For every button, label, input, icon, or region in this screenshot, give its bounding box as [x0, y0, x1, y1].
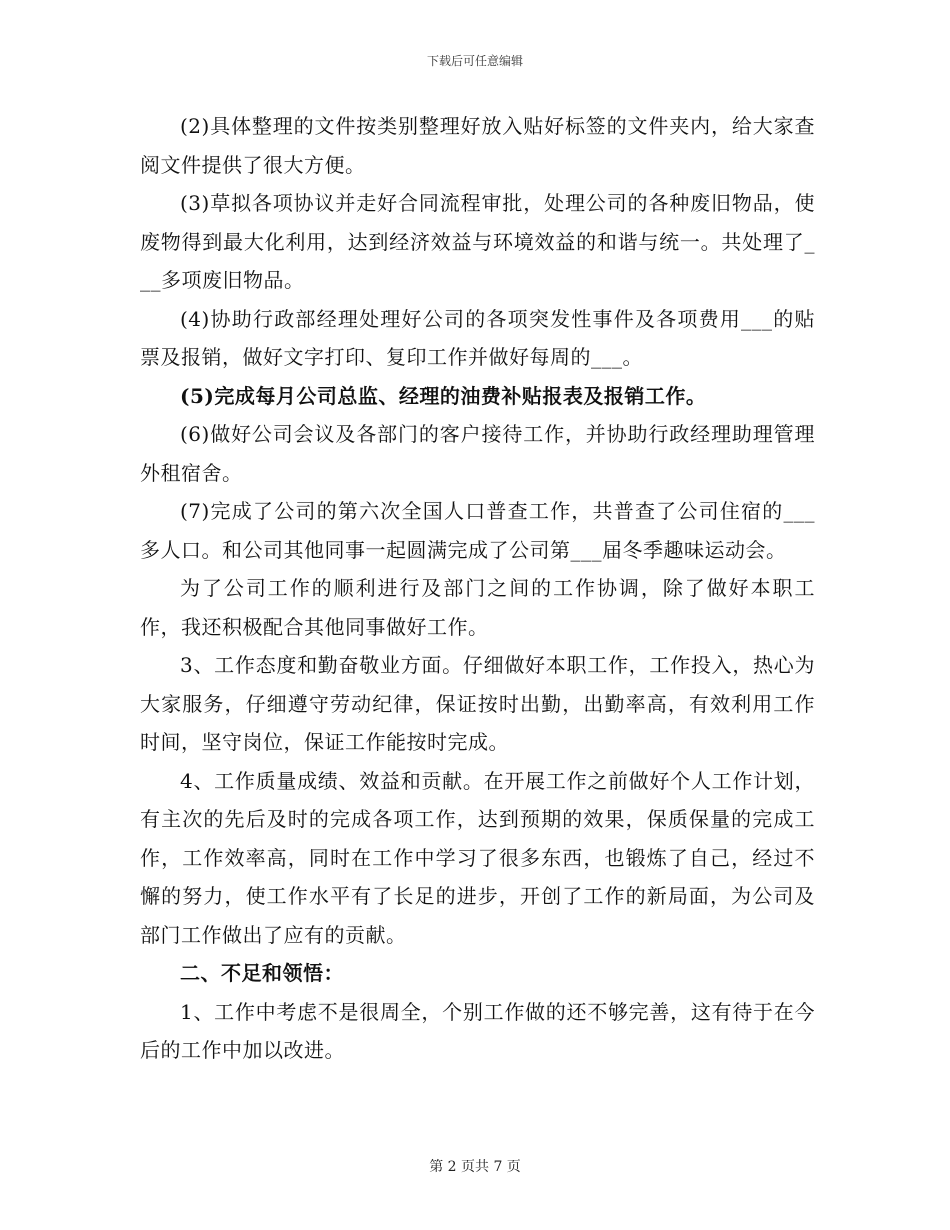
- page-header: 下载后可任意编辑: [426, 54, 523, 68]
- paragraph-item-5: (5)完成每月公司总监、经理的油费补贴报表及报销工作。: [180, 383, 707, 408]
- paragraph-shortcoming-1: 1、工作中考虑不是很周全，个别工作做的还不够完善，这有待于在今后的工作中加以改进。: [140, 999, 815, 1062]
- paragraph-quality: 4、工作质量成绩、效益和贡献。在开展工作之前做好个人工作计划，有主次的先后及时的完成各项工作，达到预期的效果，保质保量的完成工作，工作效率高，同时在工作中学习了很多东西，也锻炼了自己，经过不懈的努力，使工作水平有了长足的进步，开创了工作的新局面，为公司及部门工作做出了应有的贡献。: [140, 768, 815, 947]
- document-body: [140, 107, 815, 1070]
- paragraph-coordination: 为了公司工作的顺利进行及部门之间的工作协调，除了做好本职工作，我还积极配合其他同事做好工作。: [140, 576, 815, 639]
- paragraph-item-7: (7)完成了公司的第六次全国人口普查工作，共普查了公司住宿的___多人口。和公司其他同事一起圆满完成了公司第___届冬季趣味运动会。: [140, 499, 815, 562]
- paragraph-item-6: (6)做好公司会议及各部门的客户接待工作，并协助行政经理助理管理外租宿舍。: [140, 422, 815, 485]
- paragraph-attitude: 3、工作态度和勤奋敬业方面。仔细做好本职工作，工作投入，热心为大家服务，仔细遵守劳动纪律，保证按时出勤，出勤率高，有效利用工作时间，坚守岗位，保证工作能按时完成。: [140, 653, 815, 754]
- paragraph-item-3: (3)草拟各项协议并走好合同流程审批，处理公司的各种废旧物品，使废物得到最大化利用，达到经济效益与环境效益的和谐与统一。共处理了___多项废旧物品。: [140, 191, 815, 292]
- section-heading-shortcomings: 二、不足和领悟：: [180, 961, 344, 985]
- paragraph-item-2: (2)具体整理的文件按类别整理好放入贴好标签的文件夹内，给大家查阅文件提供了很大方便。: [140, 114, 815, 177]
- paragraph-item-4: (4)协助行政部经理处理好公司的各项突发性事件及各项费用___的贴票及报销，做好文字打印、复印工作并做好每周的___。: [140, 306, 815, 369]
- page-footer: 第 2 页共 7 页: [429, 1159, 521, 1175]
